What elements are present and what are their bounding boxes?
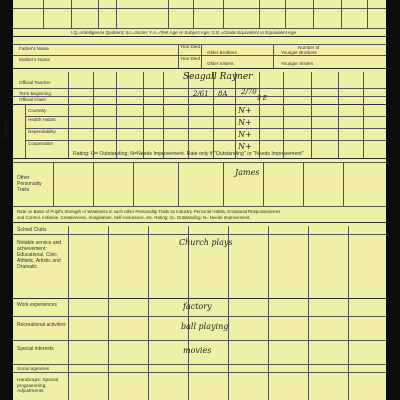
handwritten-term: 2/70 [241, 88, 257, 96]
rule [367, 0, 368, 28]
rule [71, 0, 72, 28]
handwritten-courtesy: N+ [238, 106, 252, 115]
rule [228, 226, 229, 400]
strength-note: Rate on Basis of Pupil's Strength or Weakness in such other Personality Traits as Industry, Personal Habits, Emotional Responsiveness [17, 209, 281, 214]
rule [98, 0, 99, 28]
record-card [3, 0, 386, 400]
health-habits-label: Health Habits [28, 117, 56, 122]
rule [13, 162, 386, 163]
rule [148, 226, 149, 400]
younger-sisters-label: Younger Sisters [281, 61, 314, 66]
rule [311, 72, 312, 158]
rule [285, 0, 286, 28]
fathers-name-label: Father's Name [19, 46, 49, 51]
rule [13, 206, 386, 207]
rule [188, 72, 189, 158]
rule [68, 226, 69, 400]
rule [348, 226, 349, 400]
rule [13, 222, 386, 223]
rule [363, 72, 364, 158]
older-brothers-label: Older Brothers [207, 50, 237, 55]
handicaps-label: Handicaps; Special programming; Adjustments [17, 378, 59, 395]
rule [53, 162, 54, 206]
handwritten-interests: movies [183, 346, 212, 355]
rule [313, 0, 314, 28]
rule [193, 0, 194, 28]
handwritten-health: N+ [238, 118, 252, 127]
rule [268, 226, 269, 400]
rule [25, 104, 26, 158]
rule [259, 0, 260, 28]
rule [178, 162, 179, 206]
rule [133, 162, 134, 206]
strength-note: and Control, Initiative, Creativeness, Imagination, Self-Assurance, etc. Rating: O= Outstanding; N= Needs Improvement. [17, 215, 251, 220]
mothers-name-label: Mother's Name [19, 57, 51, 62]
other-traits-label: Other Personality Traits [17, 175, 42, 193]
rule [13, 28, 386, 29]
rule [201, 44, 202, 68]
handwritten-class: 9 E [257, 95, 268, 102]
rule [308, 226, 309, 400]
rule [343, 162, 344, 206]
rule [143, 72, 144, 158]
rule [25, 116, 386, 117]
handwritten-term: 2/61 [193, 90, 209, 98]
rule [25, 140, 386, 141]
rule [235, 72, 236, 158]
rule [341, 0, 342, 28]
year-died-label: Year Died [180, 44, 201, 49]
rule [163, 72, 164, 158]
rule [13, 158, 386, 159]
social-agencies-label: Social agencies [17, 366, 50, 371]
rule [93, 162, 94, 206]
courtesy-label: Courtesy [28, 108, 47, 113]
rating-note: Rating: O= Outstanding; N=Needs Improvement. Rate only if "Outstanding" or "Needs Improvement" [73, 151, 304, 157]
rule [13, 68, 386, 69]
handwritten-personality: James [235, 168, 260, 177]
rule [223, 162, 224, 206]
school-clubs-label: School Clubs [17, 227, 47, 233]
special-interests-label: Special interests [17, 346, 54, 352]
rule [43, 0, 44, 28]
handwritten-teacher: Seagall Rayner [183, 72, 253, 82]
rule [116, 0, 117, 28]
number-of-label: Number of [298, 45, 320, 50]
rule [13, 8, 386, 9]
rule [108, 226, 109, 400]
rule [273, 44, 274, 68]
rule [13, 36, 386, 37]
rule [178, 44, 179, 68]
notable-service-label: Notable service and achievement: Educational, Civic, Athletic, Artistic and Dramatic [17, 240, 62, 270]
handwritten-class: 8A [218, 90, 228, 98]
official-class-label: Official Class [19, 97, 46, 102]
rule [168, 0, 169, 28]
dependability-label: Dependability [28, 129, 56, 134]
handwritten-cooperation: N+ [238, 142, 252, 151]
handwritten-dependability: N+ [238, 130, 252, 139]
rule [116, 72, 117, 158]
rule [263, 162, 264, 206]
rule [213, 72, 214, 158]
handwritten-work: factory [183, 302, 212, 311]
younger-brothers-label: Younger Brothers [281, 50, 317, 55]
year-died-label: Year Died [180, 56, 201, 61]
rule [259, 72, 260, 158]
term-beginning-label: Term Beginning [19, 91, 51, 96]
rule [188, 226, 189, 400]
rule [93, 72, 94, 158]
rating-in-label: Rating in [3, 119, 9, 138]
work-experiences-label: Work experiences [17, 302, 57, 308]
rule [303, 162, 304, 206]
rule [68, 72, 69, 158]
cooperation-label: Cooperation [28, 141, 54, 146]
recreational-activities-label: Recreational activities [17, 322, 66, 328]
rule [283, 72, 284, 158]
official-teacher-label: Official Teacher [19, 80, 51, 85]
rule [25, 128, 386, 129]
handwritten-recreation: ball playing [181, 322, 229, 331]
handwritten-clubs: Church plays [179, 238, 233, 247]
rule [338, 72, 339, 158]
rule [223, 0, 224, 28]
iq-legend: I.Q.=Intelligence Quotient; Sc.=Score; Y.A.=Test Age or Subject Age; G.E.=Grade Equivalent or Equivalent Age [71, 30, 297, 35]
older-sisters-label: Older Sisters [207, 61, 234, 66]
